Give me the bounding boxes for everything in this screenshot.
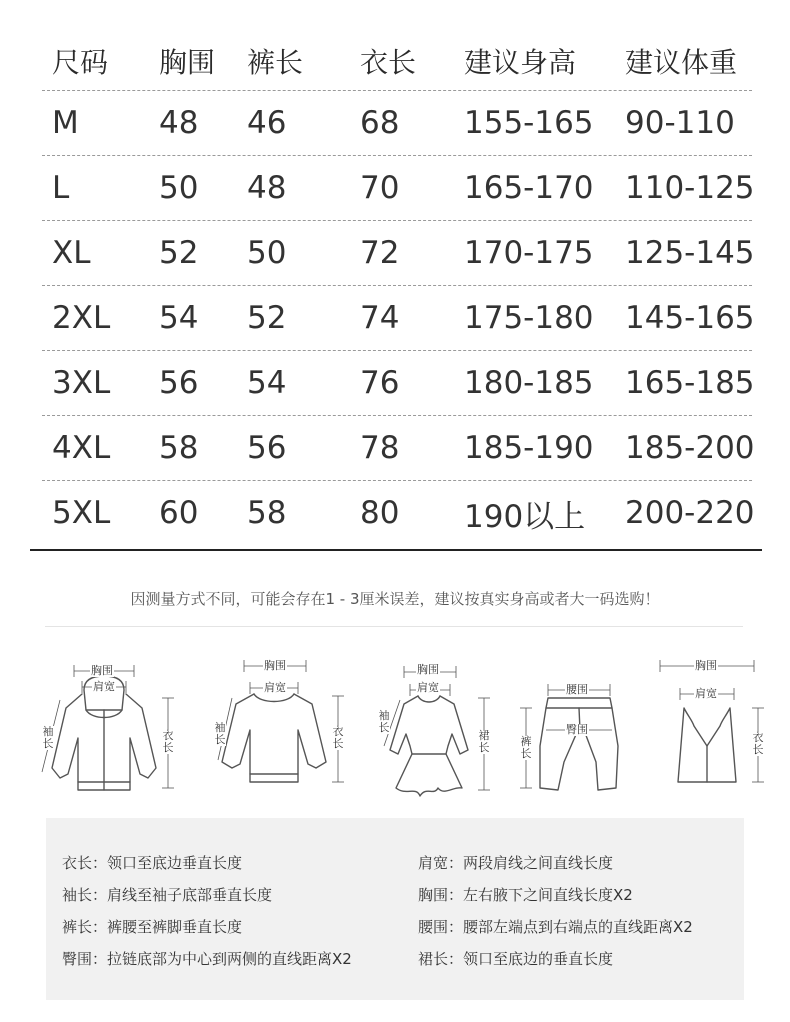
cell-length: 74	[360, 300, 400, 336]
vest-shoulder-label: 肩宽	[695, 687, 717, 700]
legend-item: 袖长：肩线至袖子底部垂直长度	[62, 886, 273, 904]
cell-weight: 125-145	[625, 235, 755, 271]
cell-pants-length: 46	[247, 105, 287, 141]
jacket-figure	[22, 650, 192, 810]
header-weight: 建议体重	[625, 46, 738, 79]
sweater-chest-label: 胸围	[264, 659, 286, 672]
sweater-length-label: 衣长	[332, 725, 344, 750]
pants-waist-label: 腰围	[566, 683, 588, 696]
cell-height: 155-165	[464, 105, 594, 141]
cell-size: 3XL	[52, 365, 111, 401]
cell-chest: 52	[159, 235, 199, 271]
header-length: 衣长	[360, 46, 417, 79]
cell-length: 80	[360, 495, 400, 531]
sweater-sleeve-label: 袖长	[214, 721, 226, 746]
cell-height: 180-185	[464, 365, 594, 401]
pants-hip-label: 臀围	[566, 723, 588, 736]
legend-item: 臀围：拉链底部为中心到两侧的直线距离X2	[62, 950, 352, 968]
cell-weight: 145-165	[625, 300, 755, 336]
measurement-note: 因测量方式不同，可能会存在1 - 3厘米误差，建议按真实身高或者大一码选购！	[130, 590, 660, 608]
pants-length-label: 裤长	[520, 735, 532, 760]
cell-pants-length: 54	[247, 365, 287, 401]
table-bottom-rule	[30, 549, 762, 551]
cell-chest: 56	[159, 365, 199, 401]
cell-pants-length: 58	[247, 495, 287, 531]
cell-height: 175-180	[464, 300, 594, 336]
sweater-figure	[198, 650, 358, 810]
cell-length: 70	[360, 170, 400, 206]
table-row	[42, 286, 755, 351]
table-header-row	[42, 32, 752, 91]
cell-pants-length: 52	[247, 300, 287, 336]
table-row	[42, 221, 755, 286]
header-pants-length: 裤长	[247, 46, 304, 79]
header-size: 尺码	[52, 46, 109, 79]
jacket-sleeve-label: 袖长	[42, 725, 54, 750]
dress-chest-label: 胸围	[417, 663, 439, 676]
cell-length: 72	[360, 235, 400, 271]
cell-weight: 200-220	[625, 495, 755, 531]
dress-length-label: 裙长	[478, 729, 490, 754]
table-row	[42, 351, 755, 416]
dress-sleeve-label: 袖长	[378, 709, 390, 734]
measurement-figures	[0, 650, 790, 810]
cell-size: XL	[52, 235, 91, 271]
jacket-shoulder-label: 肩宽	[93, 680, 115, 693]
vest-icon	[640, 650, 790, 810]
table-row	[42, 156, 755, 221]
cell-length: 78	[360, 430, 400, 466]
legend-item: 肩宽：两段肩线之间直线长度	[418, 854, 614, 872]
table-row	[42, 416, 755, 481]
cell-height: 170-175	[464, 235, 594, 271]
cell-weight: 185-200	[625, 430, 755, 466]
cell-pants-length: 50	[247, 235, 287, 271]
jacket-length-label: 衣长	[162, 729, 174, 754]
cell-size: 5XL	[52, 495, 111, 531]
cell-height: 185-190	[464, 430, 594, 466]
cell-height: 190以上	[464, 498, 586, 535]
legend-item: 衣长：领口至底边垂直长度	[62, 854, 243, 872]
vest-chest-label: 胸围	[695, 659, 717, 672]
cell-size: 4XL	[52, 430, 111, 466]
cell-chest: 60	[159, 495, 199, 531]
cell-pants-length: 48	[247, 170, 287, 206]
sweater-shoulder-label: 肩宽	[264, 681, 286, 694]
dress-shoulder-label: 肩宽	[417, 681, 439, 694]
cell-length: 68	[360, 105, 400, 141]
dress-figure	[360, 650, 510, 810]
cell-weight: 90-110	[625, 105, 735, 141]
cell-chest: 54	[159, 300, 199, 336]
table-row	[42, 481, 755, 545]
measurement-legend	[46, 818, 744, 1000]
header-height: 建议身高	[464, 46, 577, 79]
legend-item: 裙长：领口至底边的垂直长度	[418, 950, 614, 968]
cell-length: 76	[360, 365, 400, 401]
cell-weight: 165-185	[625, 365, 755, 401]
cell-size: M	[52, 105, 79, 141]
legend-item: 胸围：左右腋下之间直线长度X2	[418, 886, 633, 904]
note-divider	[45, 626, 743, 627]
table-row	[42, 91, 752, 156]
cell-size: 2XL	[52, 300, 111, 336]
cell-size: L	[52, 170, 70, 206]
size-table	[42, 32, 755, 545]
cell-chest: 50	[159, 170, 199, 206]
pants-figure	[512, 650, 642, 810]
cell-chest: 58	[159, 430, 199, 466]
vest-figure	[640, 650, 790, 810]
jacket-chest-label: 胸围	[91, 664, 113, 677]
cell-chest: 48	[159, 105, 199, 141]
header-chest: 胸围	[159, 46, 216, 79]
cell-pants-length: 56	[247, 430, 287, 466]
cell-weight: 110-125	[625, 170, 755, 206]
legend-item: 腰围：腰部左端点到右端点的直线距离X2	[418, 918, 693, 936]
cell-height: 165-170	[464, 170, 594, 206]
vest-length-label: 衣长	[752, 731, 764, 756]
legend-item: 裤长：裤腰至裤脚垂直长度	[62, 918, 243, 936]
